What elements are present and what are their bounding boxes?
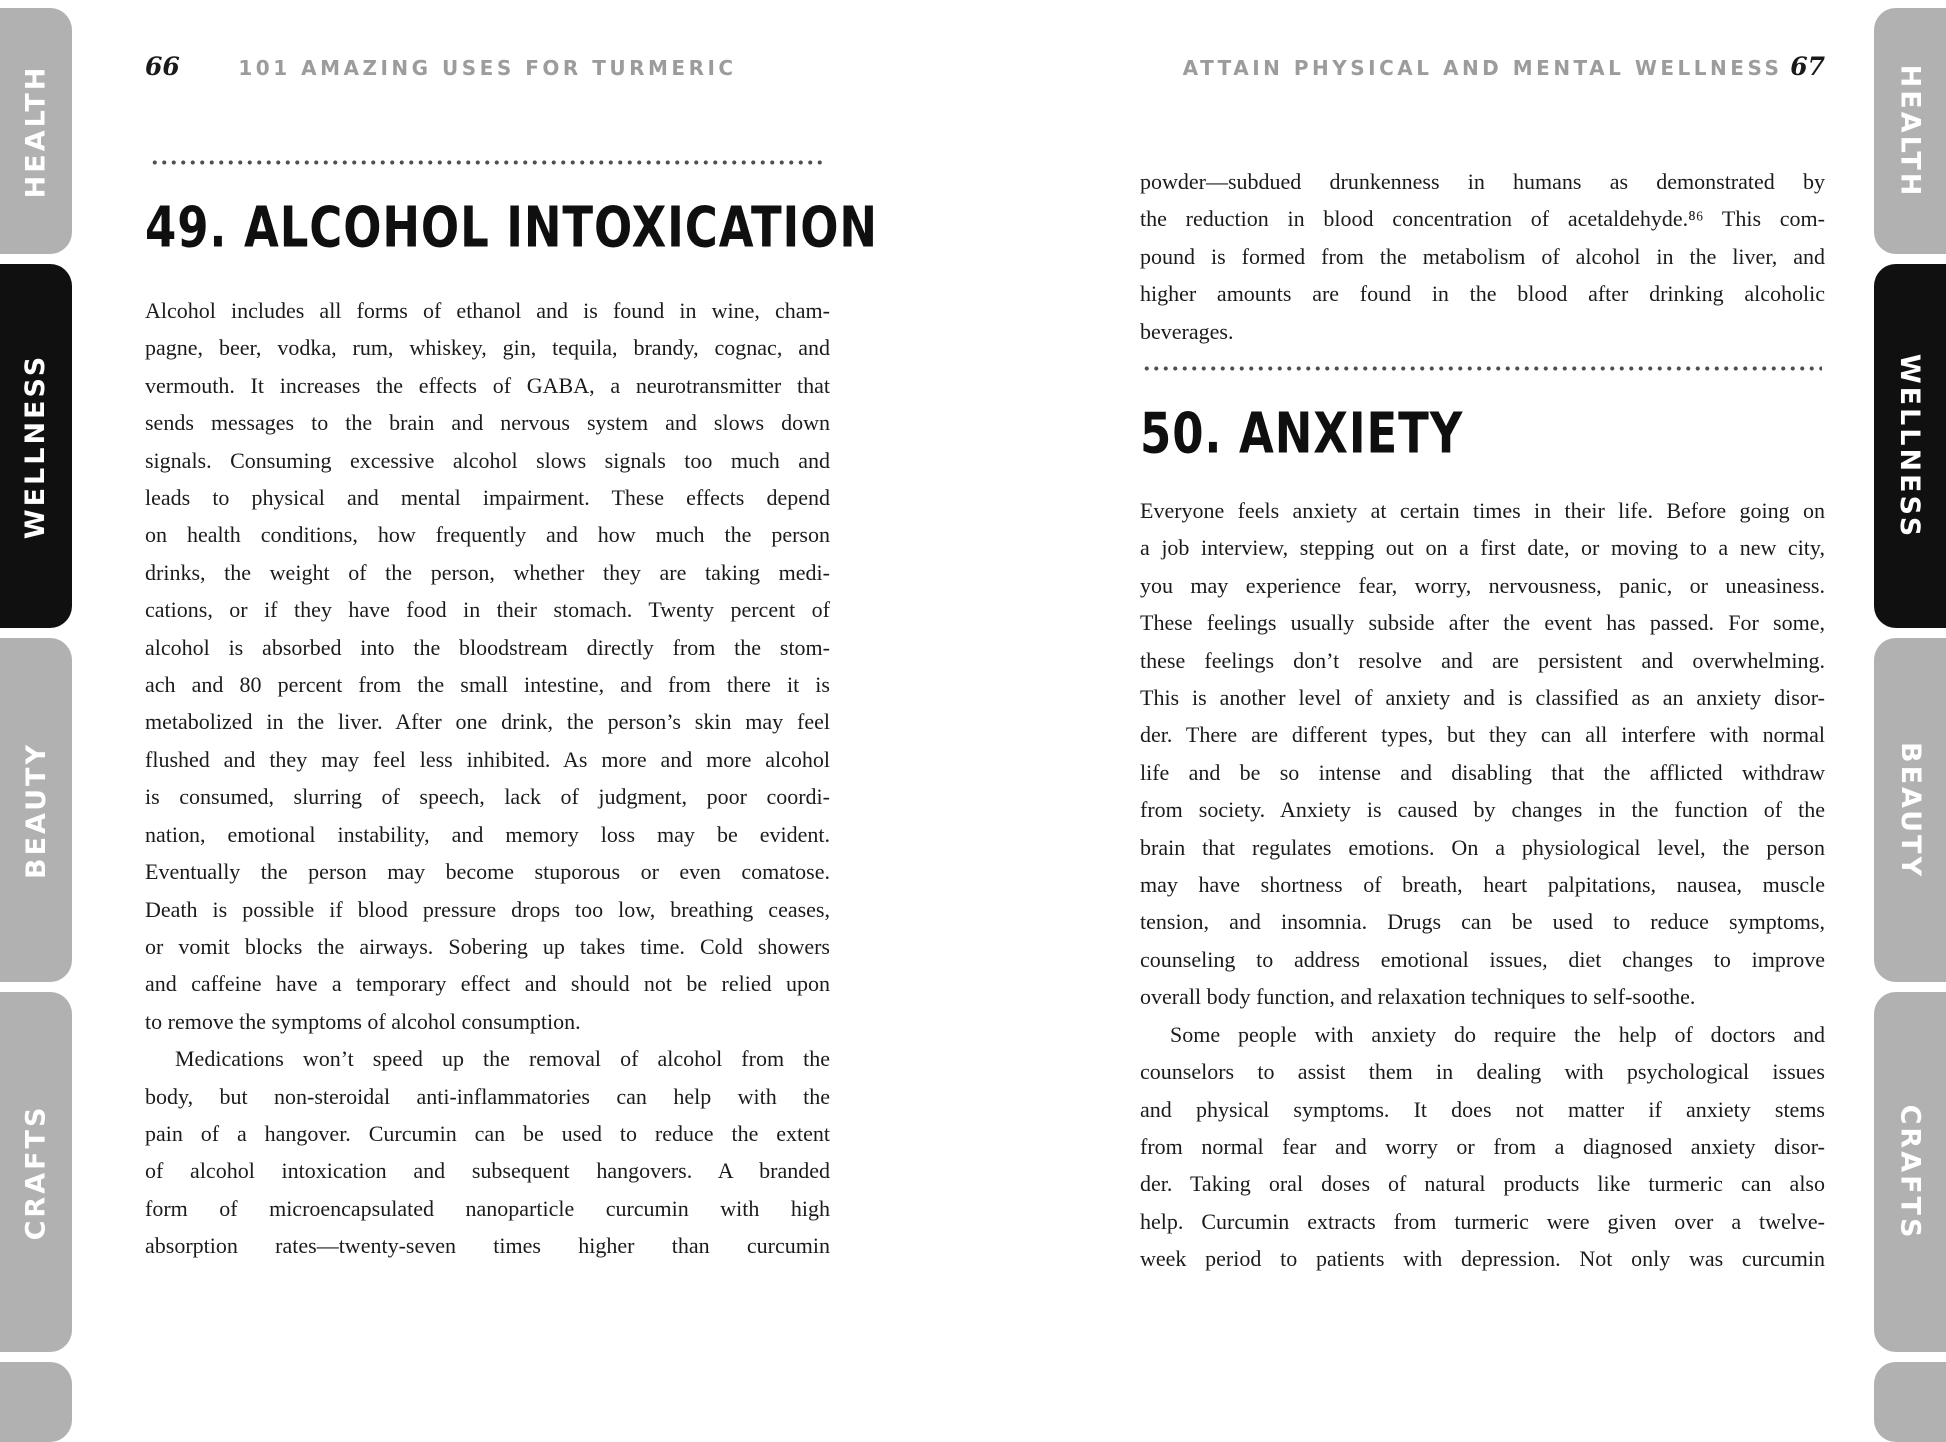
text-line: nation, emotional instability, and memory loss may be evident. bbox=[145, 821, 830, 847]
text-line: higher amounts are found in the blood after drinking alcoholic bbox=[1140, 281, 1825, 307]
text-line: and caffeine have a temporary effect and should not be relied upon bbox=[145, 971, 830, 997]
text-line: from normal fear and worry or from a diagnosed anxiety disor- bbox=[1140, 1133, 1825, 1159]
text-line: these feelings don’t resolve and are persistent and overwhelming. bbox=[1140, 647, 1825, 673]
tab-label: BEAUTY bbox=[1894, 741, 1926, 879]
tab-crafts bbox=[1874, 992, 1946, 1352]
tab-beauty bbox=[1874, 638, 1946, 982]
text-line: pain of a hangover. Curcumin can be used to reduce the extent bbox=[145, 1120, 830, 1146]
text-line: der. There are different types, but they can all interfere with normal bbox=[1140, 722, 1825, 748]
paragraph bbox=[1140, 492, 1825, 1016]
dotted-rule-right bbox=[1142, 366, 1822, 371]
text-line: This is another level of anxiety and is classified as an anxiety disor- bbox=[1140, 685, 1825, 711]
tab-beauty bbox=[0, 638, 72, 982]
body-text-left bbox=[145, 292, 830, 1265]
text-line: flushed and they may feel less inhibited. As more and more alcohol bbox=[145, 746, 830, 772]
paragraph bbox=[145, 292, 830, 1040]
paragraph bbox=[1140, 1016, 1825, 1278]
text-line: counseling to address emotional issues, diet changes to improve bbox=[1140, 946, 1825, 972]
text-line: vermouth. It increases the effects of GABA, a neurotransmitter that bbox=[145, 372, 830, 398]
tab-wellness bbox=[1874, 264, 1946, 628]
tab-wellness bbox=[0, 264, 72, 628]
section-heading-alcohol-intoxication: 49. ALCOHOL INTOXICATION bbox=[145, 195, 878, 260]
text-line: der. Taking oral doses of natural products like turmeric can also bbox=[1140, 1171, 1825, 1197]
text-line: from society. Anxiety is caused by changes in the function of the bbox=[1140, 797, 1825, 823]
page-number-right: 67 bbox=[1790, 52, 1825, 81]
text-line: to remove the symptoms of alcohol consumption. bbox=[145, 1008, 581, 1034]
text-line: metabolized in the liver. After one drink, the person’s skin may feel bbox=[145, 709, 830, 735]
text-line: and physical symptoms. It does not matter if anxiety stems bbox=[1140, 1096, 1825, 1122]
text-line: tension, and insomnia. Drugs can be used to reduce symptoms, bbox=[1140, 909, 1825, 935]
text-line: on health conditions, how frequently and how much the person bbox=[145, 522, 830, 548]
text-line: the reduction in blood concentration of acetaldehyde.⁸⁶ This com- bbox=[1140, 206, 1825, 232]
text-line: Everyone feels anxiety at certain times in their life. Before going on bbox=[1140, 498, 1825, 523]
text-line: week period to patients with depression. Not only was curcumin bbox=[1140, 1246, 1825, 1272]
text-line: you may experience fear, worry, nervousness, panic, or uneasiness. bbox=[1140, 572, 1825, 598]
tab-crafts bbox=[0, 992, 72, 1352]
text-line: cations, or if they have food in their stomach. Twenty percent of bbox=[145, 597, 830, 623]
paragraph bbox=[1140, 163, 1825, 350]
text-line: may have shortness of breath, heart palpitations, nausea, muscle bbox=[1140, 872, 1825, 898]
text-line: beverages. bbox=[1140, 318, 1234, 344]
running-head-left bbox=[145, 52, 830, 81]
text-line: pagne, beer, vodka, rum, whiskey, gin, tequila, brandy, cognac, and bbox=[145, 335, 830, 361]
text-line: overall body function, and relaxation techniques to self-soothe. bbox=[1140, 984, 1696, 1010]
text-line: help. Curcumin extracts from turmeric were given over a twelve- bbox=[1140, 1208, 1825, 1234]
tab-label: HEALTH bbox=[1894, 64, 1926, 198]
text-line: life and be so intense and disabling that the afflicted withdraw bbox=[1140, 759, 1825, 785]
text-line: body, but non-steroidal anti-inflammatories can help with the bbox=[145, 1083, 830, 1109]
paragraph bbox=[145, 1040, 830, 1264]
text-line: form of microencapsulated nanoparticle curcumin with high bbox=[145, 1195, 830, 1221]
tab-label: CRAFTS bbox=[1894, 1104, 1926, 1240]
category-tab-rail-right bbox=[1868, 0, 1946, 1381]
text-line: or vomit blocks the airways. Sobering up takes time. Cold showers bbox=[145, 933, 830, 959]
tab-label: WELLNESS bbox=[1894, 353, 1926, 539]
text-line: pound is formed from the metabolism of alcohol in the liver, and bbox=[1140, 243, 1825, 269]
text-line: These feelings usually subside after the event has passed. For some, bbox=[1140, 610, 1825, 636]
text-line: leads to physical and mental impairment. These effects depend bbox=[145, 485, 830, 511]
category-tab-rail-left bbox=[0, 0, 78, 1381]
text-line: drinks, the weight of the person, whether they are taking medi- bbox=[145, 559, 830, 585]
text-line: Eventually the person may become stuporous or even comatose. bbox=[145, 859, 830, 885]
running-head-title-right: ATTAIN PHYSICAL AND MENTAL WELLNESS bbox=[1182, 56, 1783, 80]
text-line: a job interview, stepping out on a first date, or moving to a new city, bbox=[1140, 535, 1825, 561]
page-number-left: 66 bbox=[145, 52, 180, 81]
text-line: brain that regulates emotions. On a physiological level, the person bbox=[1140, 834, 1825, 860]
text-line: sends messages to the brain and nervous system and slows down bbox=[145, 410, 830, 436]
text-line: of alcohol intoxication and subsequent hangovers. A branded bbox=[145, 1158, 830, 1184]
section-heading-anxiety: 50. ANXIETY bbox=[1140, 401, 1464, 466]
tab-label: CRAFTS bbox=[20, 1104, 52, 1240]
text-line: alcohol is absorbed into the bloodstream directly from the stom- bbox=[145, 634, 830, 660]
text-line: Some people with anxiety do require the help of doctors and bbox=[1170, 1021, 1825, 1047]
text-line: Death is possible if blood pressure drops too low, breathing ceases, bbox=[145, 896, 830, 922]
tab-health bbox=[0, 8, 72, 254]
dotted-rule-left bbox=[150, 160, 826, 165]
text-line: ach and 80 percent from the small intestine, and from there it is bbox=[145, 672, 830, 698]
tab-label: HEALTH bbox=[20, 64, 52, 198]
tab-health bbox=[1874, 8, 1946, 254]
text-line: signals. Consuming excessive alcohol slows signals too much and bbox=[145, 447, 830, 473]
body-text-right bbox=[1140, 492, 1825, 1278]
text-line: Medications won’t speed up the removal of alcohol from the bbox=[175, 1046, 830, 1072]
text-line: counselors to assist them in dealing with psychological issues bbox=[1140, 1059, 1825, 1085]
body-text-right-continuation bbox=[1140, 163, 1825, 350]
text-line: is consumed, slurring of speech, lack of judgment, poor coordi- bbox=[145, 784, 830, 810]
tab-label: BEAUTY bbox=[20, 741, 52, 879]
text-line: absorption rates—twenty-seven times higher than curcumin bbox=[145, 1233, 830, 1259]
text-line: powder—subdued drunkenness in humans as demonstrated by bbox=[1140, 169, 1825, 194]
running-head-title-left: 101 AMAZING USES FOR TURMERIC bbox=[238, 56, 737, 80]
text-line: Alcohol includes all forms of ethanol and is found in wine, cham- bbox=[145, 298, 830, 323]
running-head-right bbox=[1140, 52, 1825, 81]
tab-label: WELLNESS bbox=[20, 353, 52, 539]
